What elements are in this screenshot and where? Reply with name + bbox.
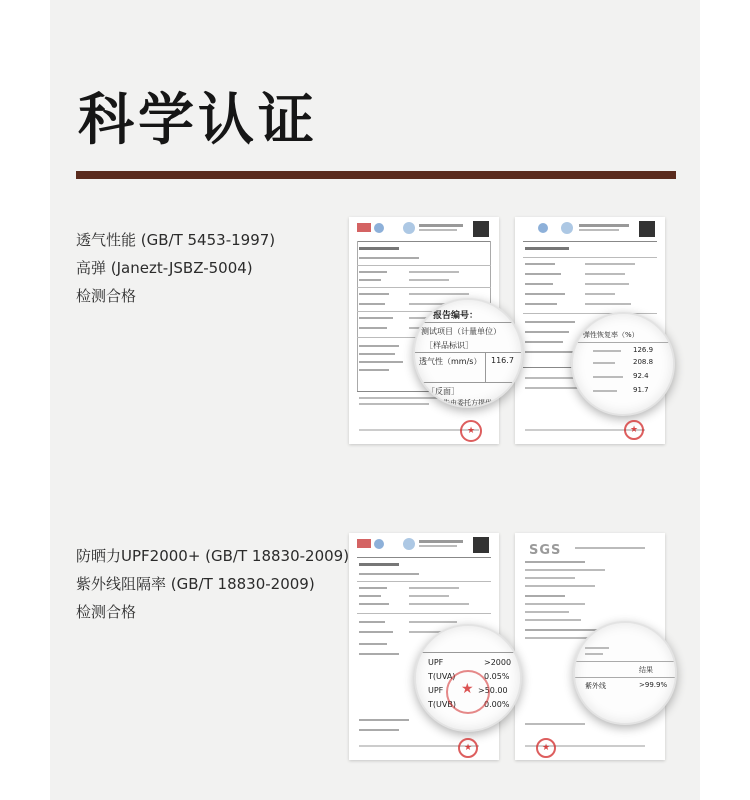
lens-text: 紫外线 xyxy=(585,682,606,690)
lens-rule xyxy=(593,362,615,364)
lens-text: 92.4 xyxy=(633,372,649,380)
lens-text: >50.00 xyxy=(478,686,508,695)
lens-text: 结果 xyxy=(639,666,653,674)
lens-text: 弹性恢复率（%） xyxy=(583,331,639,339)
cert-1-magnifier-right xyxy=(571,312,675,416)
lens-text: 透气性（mm/s） xyxy=(419,357,482,366)
lens-text: 测试项目（计量单位） xyxy=(421,327,501,336)
cert-1-line-1: 透气性能 (GB/T 5453-1997) xyxy=(76,231,276,249)
lens-rule xyxy=(485,352,486,382)
lens-text: 208.8 xyxy=(633,358,654,366)
lens-rule xyxy=(575,661,677,662)
lens-rule xyxy=(416,652,522,653)
cert-2-description xyxy=(76,542,349,626)
cert-1-seal xyxy=(460,420,482,442)
lens-text: >99.9% xyxy=(639,681,668,689)
cert-1-seal-2 xyxy=(624,420,644,440)
lens-text: ［样品标识］ xyxy=(425,341,473,350)
lens-rule xyxy=(415,352,523,353)
lens-text: UPF xyxy=(428,658,444,667)
lens-text: 0.00% xyxy=(484,700,510,709)
cert-2-seal-2 xyxy=(458,738,478,758)
lens-rule xyxy=(593,390,617,392)
sgs-logo: SGS xyxy=(529,543,562,558)
cert-2-magnifier-right xyxy=(573,621,677,725)
cert-1-line-2: 高弹 (Janezt-JSBZ-5004) xyxy=(76,259,253,277)
lens-seal-star-icon: ★ xyxy=(461,681,474,697)
lens-text: 0.05% xyxy=(484,672,510,681)
lens-rule xyxy=(593,350,621,352)
cert-2-line-3: 检测合格 xyxy=(76,603,137,621)
cert-2-magnifier-left xyxy=(414,624,522,732)
page-title: 科学认证 xyxy=(78,88,318,153)
lens-rule xyxy=(415,382,523,383)
lens-rule xyxy=(573,342,675,343)
lens-rule xyxy=(593,376,623,378)
cert-1-line-3: 检测合格 xyxy=(76,287,137,305)
lens-text: 126.9 xyxy=(633,346,654,354)
lens-text: 本报告由委托方提供 xyxy=(429,399,492,407)
lens-text: 报告编号： xyxy=(433,311,479,321)
lens-text: >2000 xyxy=(484,658,512,667)
lens-text: UPF xyxy=(428,686,444,695)
lens-rule xyxy=(575,677,677,678)
lens-text: 116.7 xyxy=(491,356,514,365)
lens-rule xyxy=(585,647,609,649)
title-divider xyxy=(76,171,676,179)
cert-1-magnifier-left xyxy=(413,298,523,408)
lens-text: ［反面］ xyxy=(427,387,459,396)
cert-2-seal xyxy=(536,738,556,758)
cert-2-line-2: 紫外线阻隔率 (GB/T 18830-2009) xyxy=(76,575,315,593)
lens-rule xyxy=(415,322,523,323)
lens-rule xyxy=(585,653,603,655)
cert-1-description xyxy=(76,226,275,310)
lens-text: T(UVA) xyxy=(428,672,456,681)
lens-text: 91.7 xyxy=(633,386,649,394)
cert-2-line-1: 防晒力UPF2000+ (GB/T 18830-2009) xyxy=(76,547,350,565)
lens-text: T(UVB) xyxy=(428,700,456,709)
